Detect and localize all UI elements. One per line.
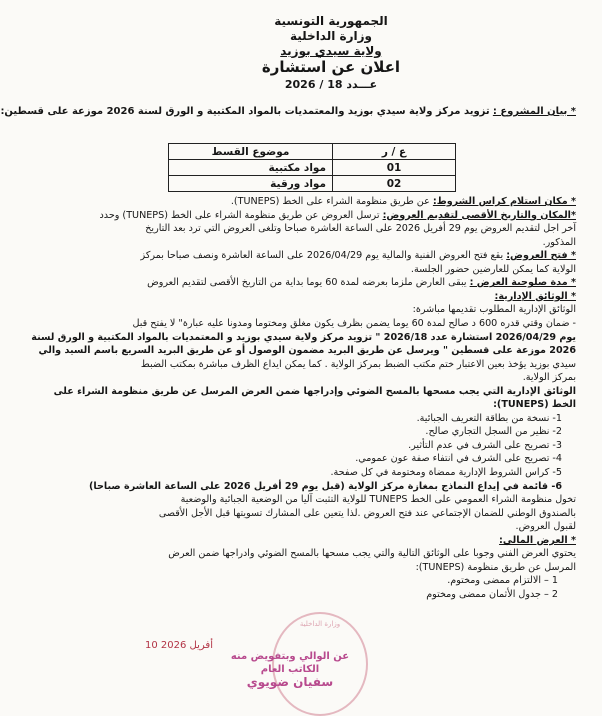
body-line	[86, 196, 576, 208]
lots-table	[168, 143, 456, 192]
section-label: *المكان والتاريخ الأقصى لتقديم العروض:	[382, 209, 576, 221]
signer-title: عن الوالي وبتفويض منه	[230, 651, 350, 662]
body-line	[86, 508, 576, 520]
announcement-title: اعلان عن استشارة	[261, 58, 401, 76]
body-line	[86, 359, 576, 371]
section-label: * مدة صلوحية العرض :	[469, 277, 576, 289]
table-cell-number: 01	[333, 160, 456, 176]
line-text: 3- تصريح على الشرف في عدم التأثير.	[408, 439, 562, 451]
line-text: سيدي بوزيد يؤخذ بعين الاعتبار ختم مكتب الضبط بمركز الولاية . كما يمكن ايداع الظرف مباشرة بمكتب الضبط	[140, 358, 576, 370]
signer-role: الكاتب العام	[260, 664, 320, 675]
announcement-number: عـــدد 18 / 2026	[284, 78, 378, 91]
table-cell-subject: مواد مكتبية	[169, 160, 333, 176]
line-text: بالصندوق الوطني للضمان الإجتماعي عند فتح العروض .لذا يتعين على المشارك تسويتها قبل الأجل الأقصى	[158, 507, 576, 519]
line-text: 4- تصريح على الشرف في انتفاء صفة عون عمومي.	[355, 453, 562, 465]
body-line	[86, 277, 576, 289]
body-line	[86, 481, 562, 493]
line-text: المرسل عن طريق منظومة (TUNEPS):	[415, 561, 576, 573]
table-header-subject: موضوع القسط	[169, 144, 333, 160]
line-text: - ضمان وقتي قدره 600 د صالح لمدة 60 يوما يضمن بظرف يكون مغلق ومختوما ومدونا عليه عبارة" لا يفتح قبل	[132, 317, 576, 329]
table-header-row	[169, 144, 456, 160]
body-line	[86, 521, 576, 533]
line-text: الولاية كما يمكن للعارضين حضور الجلسة.	[410, 263, 576, 275]
line-text: الوثائق الإدارية المطلوب تقديمها مباشرة:	[412, 304, 576, 316]
line-text: آخر اجل لتقديم العروض يوم 29 أفريل 2026 على الساعة العاشرة صباحا وتلغى العروض التي ترد بعد التاريخ	[145, 223, 576, 235]
body-line	[86, 264, 576, 276]
body-line	[86, 562, 576, 574]
line-text: الخط (TUNEPS):	[493, 399, 576, 411]
body-line	[86, 494, 576, 506]
line-text: 5- كراس الشروط الإدارية ممضاة ومختومة في كل صفحة.	[330, 467, 562, 478]
body-line	[86, 413, 562, 425]
body-line	[53, 385, 576, 398]
body-line	[86, 467, 562, 479]
line-text: يقع فتح العروض الفنية والمالية يوم 2026/04/29 على الساعة العاشرة ونصف صباحا بمركز	[140, 250, 507, 262]
body-line	[86, 318, 576, 330]
project-text: تزويد مركز ولاية سيدي بوزيد والمعتمديات بالمواد المكتبية و الورق لسنة 2026 موزعة على قسطين:	[0, 106, 490, 117]
line-text: 2 – جدول الأثمان ممضى ومختوم	[426, 588, 558, 600]
body-line	[86, 589, 558, 601]
body-line	[86, 535, 576, 547]
line-text: بمركز الولاية.	[522, 372, 576, 384]
table-row	[169, 176, 456, 192]
ministry-heading: وزارة الداخلية	[289, 29, 373, 43]
table-row	[169, 160, 456, 176]
body-line	[86, 250, 576, 262]
line-text: يحتوي العرض الفني وجوبا على الوثائق التالية والتي يجب مسحها بالمسح الضوئي وادراجها ضمن العرض	[168, 548, 576, 560]
line-text: تخول منظومة الشراء العمومي على الخط TUNEPS للولاية التثبت آليا من الوضعية الجبائية والوضعية	[180, 494, 576, 506]
line-text: 1- نسخة من بطاقة التعريف الجبائية.	[416, 412, 562, 424]
body-line	[86, 399, 576, 411]
section-label: * فتح العروض:	[506, 250, 576, 262]
line-text: 1 – الالتزام ممضى ومختوم.	[447, 575, 558, 587]
line-text: يبقى العارض ملزما بعرضه لمدة 60 يوما بداية من التاريخ الأقصى لتقديم العروض	[147, 277, 470, 289]
body-line	[31, 331, 576, 344]
signer-name: سفيان ضويوي	[246, 675, 334, 689]
line-text: الوثائق الإدارية التي يجب مسحها بالمسح الضوئي وإدراجها ضمن العرض المرسل عن طريق منظومة الشراء على	[53, 385, 576, 397]
body-line	[86, 304, 576, 316]
governorate-heading: ولاية سيدي بوزيد	[280, 44, 382, 58]
body-line	[86, 237, 576, 249]
section-label: * العرض المالي:	[499, 534, 576, 546]
body-line	[86, 548, 576, 560]
project-label: * بيان المشروع :	[492, 106, 576, 117]
line-text: المذكور.	[542, 236, 576, 248]
body-line	[86, 440, 562, 452]
table-cell-subject: مواد ورقية	[169, 176, 333, 192]
section-label: * الوثائق الإدارية:	[494, 290, 576, 302]
body-line	[86, 291, 576, 303]
line-text: لقبول العروض.	[515, 521, 576, 533]
body-line	[38, 345, 576, 357]
body-line	[86, 453, 562, 465]
table-cell-number: 02	[333, 176, 456, 192]
line-text: يوم 2026/04/29 استشارة عدد 2026/18 " تزويد مركز ولاية سيدي بوزيد و المعتمديات بالمواد المكتبية و الورق لسنة	[31, 331, 576, 343]
republic-heading: الجمهورية التونسية	[274, 14, 388, 28]
signature-block	[210, 650, 370, 689]
project-line	[0, 106, 576, 118]
body-line	[86, 223, 576, 235]
line-text: 2- نظير من السجل التجاري صالح.	[425, 426, 562, 438]
line-text: 2026 موزعة على قسطين " ويرسل عن طريق البريد مضمون الوصول أو عن طريق البريد السريع باسم السيد والي	[38, 345, 576, 357]
body-line	[86, 426, 562, 438]
line-text: 6- قائمة في إيداع النماذج بمغازة مركز الولاية (قبل يوم 29 أفريل 2026 على الساعة العاشرة صباحا)	[89, 480, 562, 492]
table-header-number: ع / ر	[333, 144, 456, 160]
stamp-date: 10 أفريل 2026	[145, 640, 213, 651]
line-text: ترسل العروض عن طريق منظومة الشراء على الخط (TUNEPS) وحدد	[99, 209, 383, 221]
seal-text: وزارة الداخلية	[299, 620, 341, 628]
section-label: * مكان استلام كراس الشروط:	[432, 196, 576, 207]
line-text: عن طريق منظومة الشراء على الخط (TUNEPS).	[230, 196, 433, 207]
body-line	[86, 575, 558, 587]
body-line	[86, 372, 576, 384]
body-line	[86, 210, 576, 222]
